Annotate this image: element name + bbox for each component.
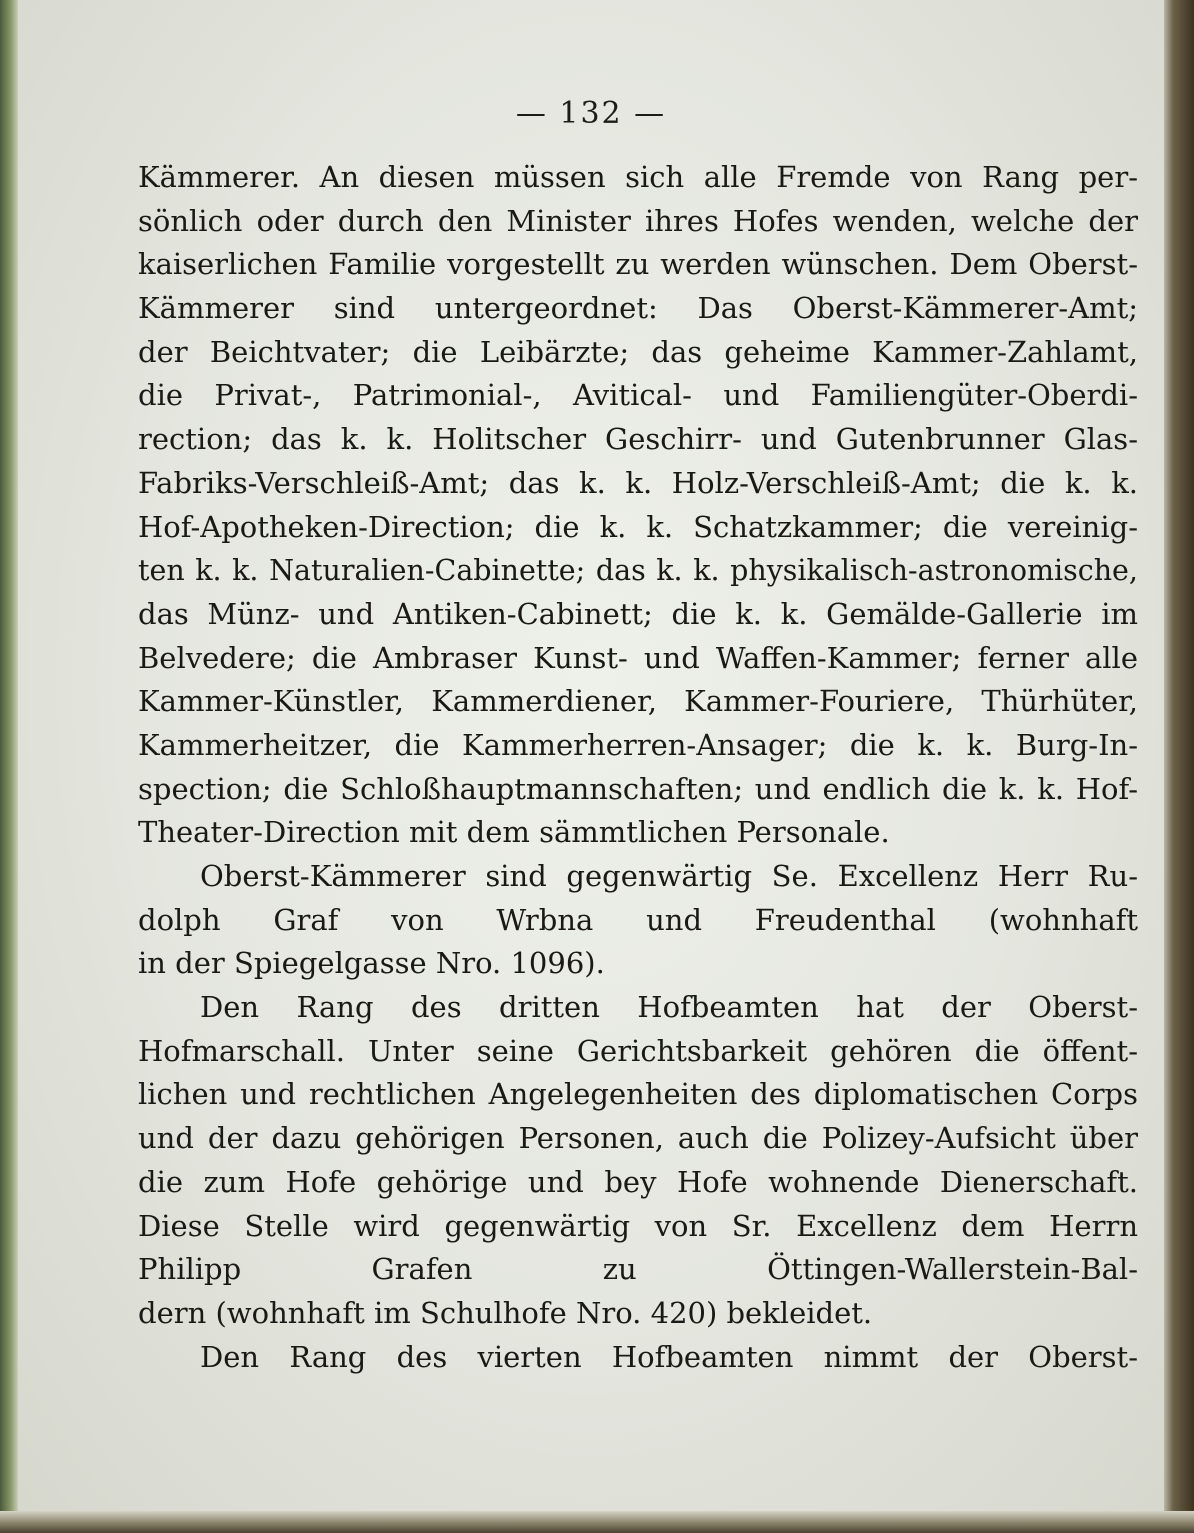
text-line: Theater-Direction mit dem sämmtlichen Personale.: [138, 815, 890, 850]
text-line: Hof-Apotheken-Direction; die k. k. Schatzkammer; die vereinig-: [138, 509, 1138, 544]
text-line: lichen und rechtlichen Angelegenheiten des diplomatischen Corps: [138, 1077, 1138, 1112]
paragraph-start-line: Den Rang des vierten Hofbeamten nimmt der Oberst-: [200, 1339, 1138, 1374]
paragraph-start-line: Den Rang des dritten Hofbeamten hat der Oberst-: [200, 990, 1138, 1025]
text-line: Kämmerer. An diesen müssen sich alle Fremde von Rang per-: [138, 160, 1138, 194]
book-edge-bottom: [0, 1511, 1194, 1533]
text-line: Fabriks-Verschleiß-Amt; das k. k. Holz-Verschleiß-Amt; die k. k.: [138, 465, 1138, 500]
text-line: in der Spiegelgasse Nro. 1096).: [138, 946, 605, 981]
text-line: dolph Graf von Wrbna und Freudenthal (wohnhaft: [138, 902, 1138, 937]
text-line: Diese Stelle wird gegenwärtig von Sr. Excellenz dem Herrn: [138, 1208, 1138, 1243]
text-line: dern (wohnhaft im Schulhofe Nro. 420) bekleidet.: [138, 1295, 873, 1330]
text-line: Hofmarschall. Unter seine Gerichtsbarkeit gehören die öffent-: [138, 1033, 1138, 1068]
book-edge-right: [1164, 0, 1194, 1533]
text-line: Kammerheitzer, die Kammerherren-Ansager; die k. k. Burg-In-: [138, 727, 1138, 762]
text-line: der Beichtvater; die Leibärzte; das geheime Kammer-Zahlamt,: [138, 334, 1138, 369]
text-line: Kämmerer sind untergeordnet: Das Oberst-Kämmerer-Amt;: [138, 291, 1138, 326]
paragraph-start-line: Oberst-Kämmerer sind gegenwärtig Se. Excellenz Herr Ru-: [200, 859, 1138, 893]
text-line: die Privat-, Patrimonial-, Avitical- und Familiengüter-Oberdi-: [138, 378, 1138, 413]
text-line: sönlich oder durch den Minister ihres Hofes wenden, welche der: [138, 203, 1138, 238]
page-number: — 132 —: [515, 96, 667, 131]
text-line: spection; die Schloßhauptmannschaften; und endlich die k. k. Hof-: [138, 771, 1138, 806]
text-line: ten k. k. Naturalien-Cabinette; das k. k. physikalisch-astronomische,: [138, 554, 1138, 588]
text-line: die zum Hofe gehörige und bey Hofe wohnende Dienerschaft.: [138, 1164, 1138, 1199]
text-line: Kammer-Künstler, Kammerdiener, Kammer-Fouriere, Thürhüter,: [138, 684, 1138, 719]
text-line: und der dazu gehörigen Personen, auch die Polizey-Aufsicht über: [138, 1121, 1138, 1156]
paper-page: [18, 0, 1164, 1511]
text-line: Philipp Grafen zu Öttingen-Wallerstein-Bal-: [138, 1252, 1138, 1287]
text-line: kaiserlichen Familie vorgestellt zu werden wünschen. Dem Oberst-: [138, 247, 1138, 282]
book-edge-left: [0, 0, 18, 1533]
body-text: [138, 156, 1138, 1379]
text-line: rection; das k. k. Holitscher Geschirr- und Gutenbrunner Glas-: [138, 422, 1138, 457]
text-line: das Münz- und Antiken-Cabinett; die k. k. Gemälde-Gallerie im: [138, 596, 1138, 631]
text-line: Belvedere; die Ambraser Kunst- und Waffen-Kammer; ferner alle: [138, 640, 1138, 675]
